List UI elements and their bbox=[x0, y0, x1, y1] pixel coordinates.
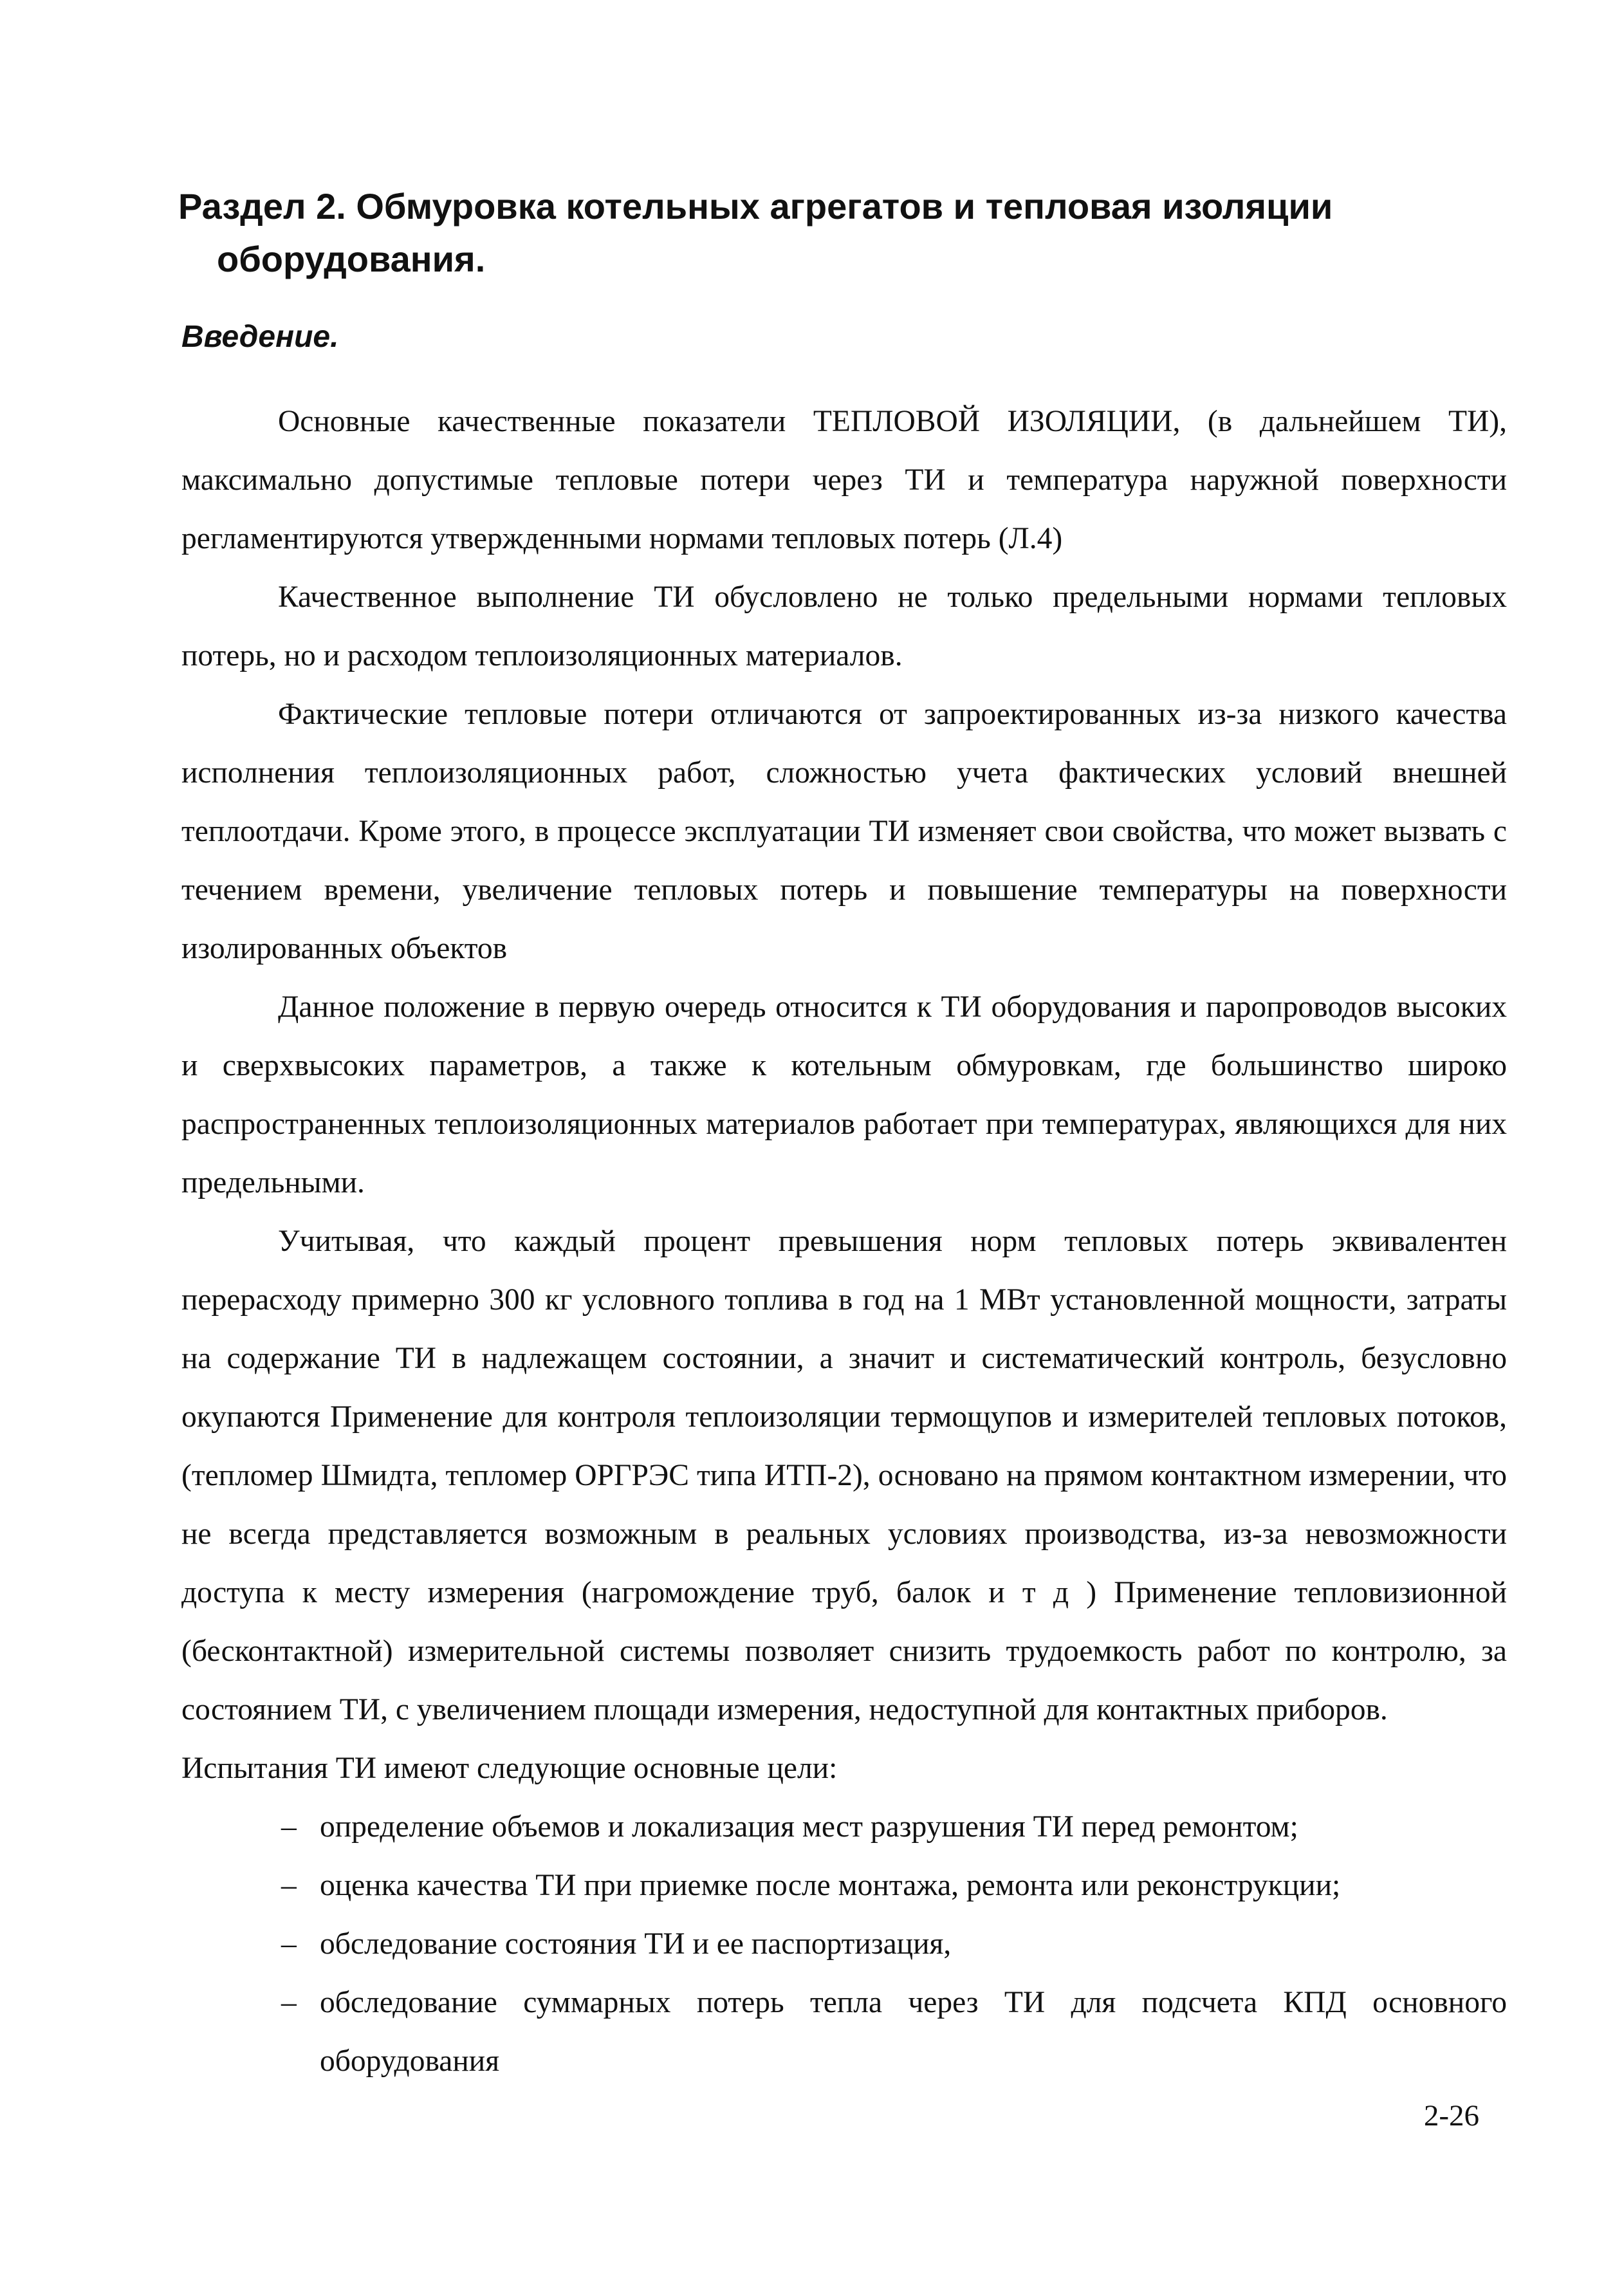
goals-list bbox=[181, 1798, 1507, 2091]
introduction-heading: Введение. bbox=[181, 320, 339, 354]
list-item-text: определение объемов и локализация мест разрушения ТИ перед ремонтом; bbox=[320, 1810, 1298, 1844]
list-item bbox=[281, 1856, 1507, 1915]
dash-bullet: – bbox=[281, 1810, 297, 1844]
dash-bullet: – bbox=[281, 1986, 297, 2019]
goals-intro: Испытания ТИ имеют следующие основные цели: bbox=[181, 1752, 838, 1785]
list-item bbox=[281, 1798, 1507, 1856]
dash-bullet: – bbox=[281, 1927, 297, 1961]
list-item bbox=[281, 1915, 1507, 1974]
paragraph: Основные качественные показатели ТЕПЛОВОЙ ИЗОЛЯЦИИ, (в дальнейшем ТИ), максимально допустимые тепловые потери через ТИ и температура наружной поверхности регламентируются утвержденными нормами тепловых потерь (Л.4) bbox=[181, 405, 1507, 555]
paragraph: Фактические тепловые потери отличаются от запроектированных из-за низкого качества исполнения теплоизоляционных работ, сложностью учета фактических условий внешней теплоотдачи. Кроме этого, в процессе эксплуатации ТИ изменяет свои свойства, что может вызвать с течением времени, увеличение тепловых потерь и повышение температуры на поверхности изолированных объектов bbox=[181, 698, 1507, 965]
paragraph: Учитывая, что каждый процент превышения норм тепловых потерь эквивалентен перерасходу примерно 300 кг условного топлива в год на 1 МВт установленной мощности, затраты на содержание ТИ в надлежащем состоянии, а значит и систематический контроль, безусловно окупаются Применение для контроля теплоизоляции термощупов и измерителей тепловых потоков, (тепломер Шмидта, тепломер ОРГРЭС типа ИТП-2), основано на прямом контактном измерении, что не всегда представляется возможным в реальных условиях производства, из-за невозможности доступа к месту измерения (нагромождение труб, балок и т д ) Применение тепловизионной (бесконтактной) измерительной системы позволяет снизить трудоемкость работ по контролю, за состоянием ТИ, с увеличением площади измерения, недоступной для контактных приборов. bbox=[181, 1225, 1507, 1726]
section-heading-line-1: Раздел 2. Обмуровка котельных агрегатов и тепловая изоляции bbox=[178, 186, 1333, 227]
page-number: 2-26 bbox=[1423, 2099, 1479, 2133]
paragraph: Данное положение в первую очередь относится к ТИ оборудования и паропроводов высоких и сверхвысоких параметров, а также к котельным обмуровкам, где большинство широко распространенных теплоизоляционных материалов работает при температурах, являющихся для них предельными. bbox=[181, 990, 1507, 1199]
section-heading-line-2: оборудования. bbox=[217, 239, 486, 279]
paragraph: Качественное выполнение ТИ обусловлено не только предельными нормами тепловых потерь, но и расходом теплоизоляционных материалов. bbox=[181, 580, 1507, 672]
list-item-text: обследование состояния ТИ и ее паспортизация, bbox=[320, 1927, 952, 1961]
list-item-text: оценка качества ТИ при приемке после монтажа, ремонта или реконструкции; bbox=[320, 1869, 1341, 1902]
list-item bbox=[281, 1974, 1507, 2091]
body-text bbox=[181, 393, 1507, 2091]
section-heading bbox=[178, 180, 1517, 286]
list-item-text: обследование суммарных потерь тепла через ТИ для подсчета КПД основного оборудования bbox=[320, 1986, 1507, 2078]
dash-bullet: – bbox=[281, 1869, 297, 1902]
